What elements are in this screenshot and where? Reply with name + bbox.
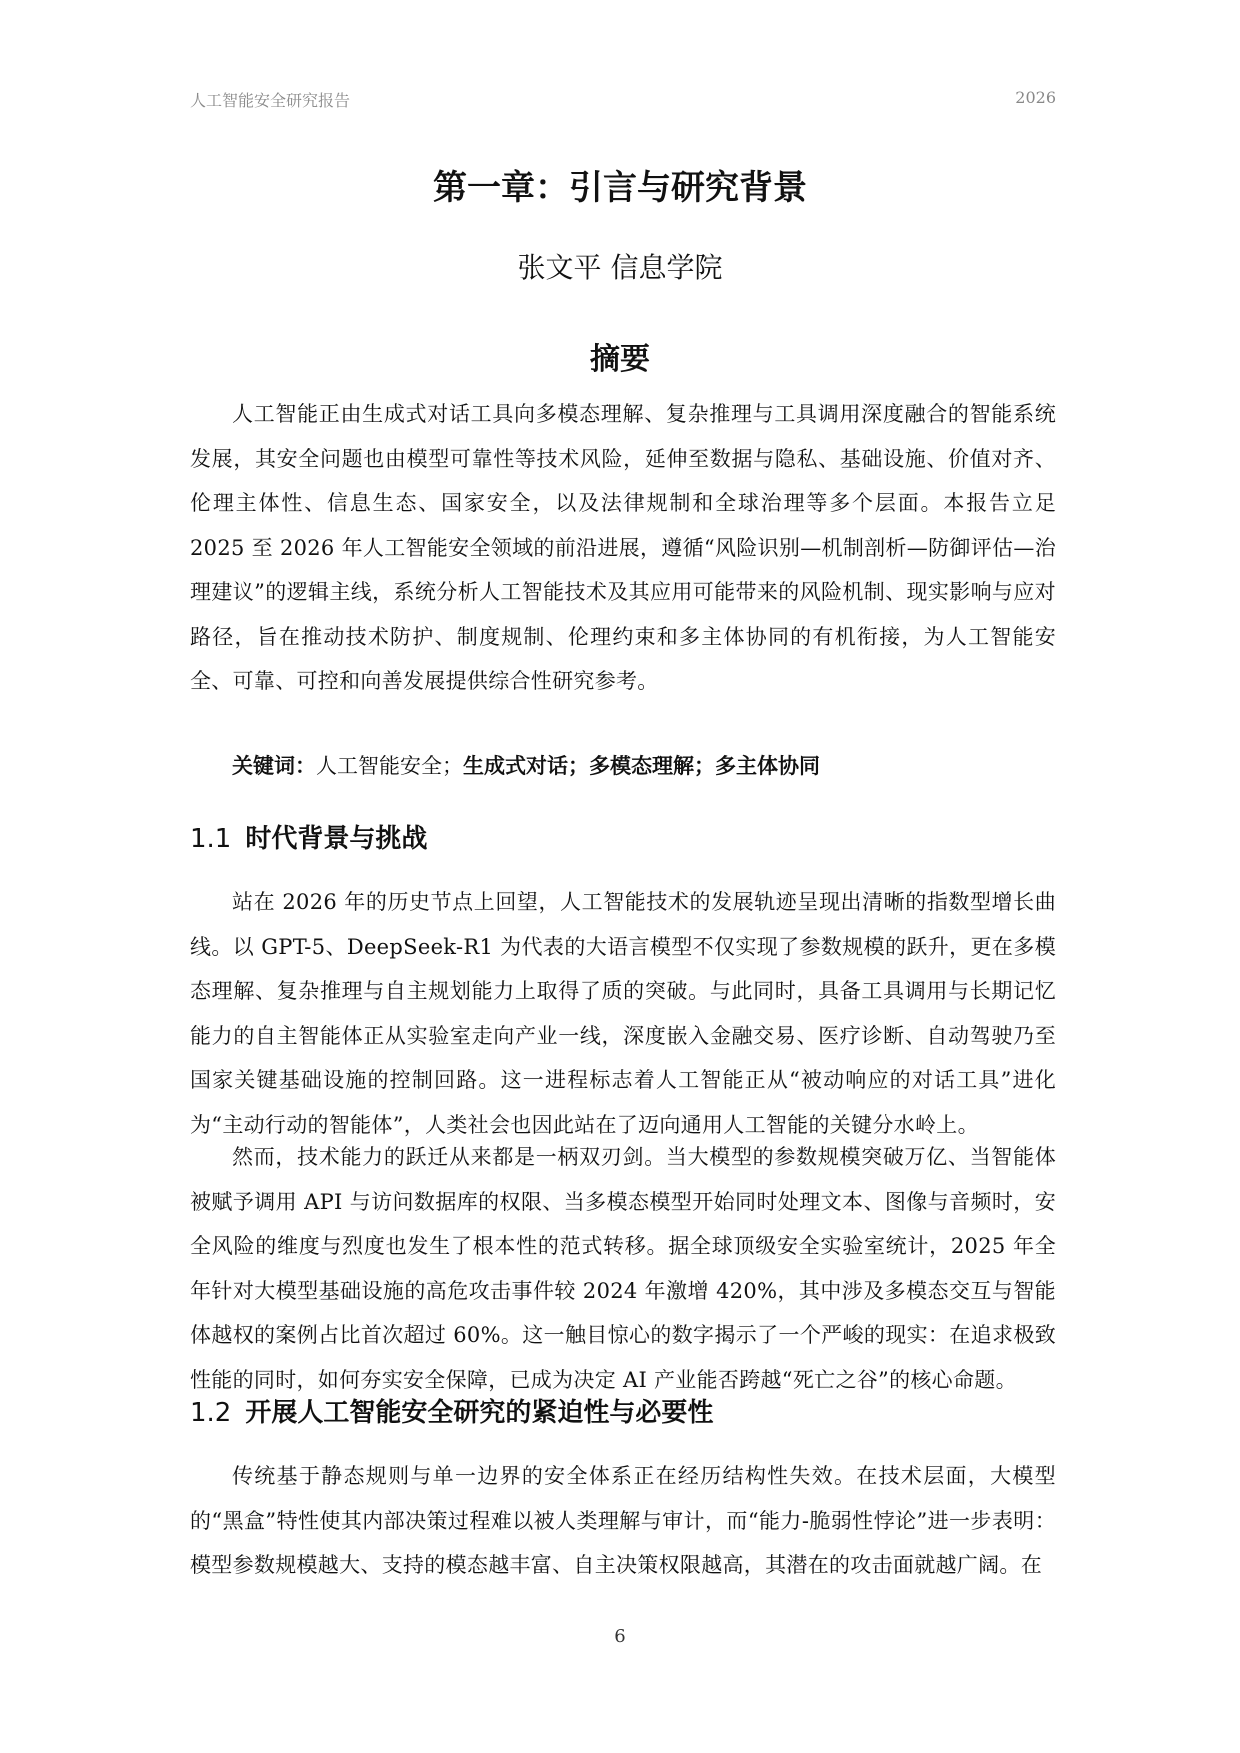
section-1-2-paragraph-1: 传统基于静态规则与单一边界的安全体系正在经历结构性失效。在技术层面，大模型的“黑盒”特性使其内部决策过程难以被人类理解与审计，而“能力-脆弱性悖论”进一步表明：模型参数规模越大、支持的模态越丰富、自主决策权限越高，其潜在的攻击面就越广阔。在 [190,1464,1056,1577]
section-1-1-paragraph-2: 然而，技术能力的跃迁从来都是一柄双刃剑。当大模型的参数规模突破万亿、当智能体被赋予调用 API 与访问数据库的权限、当多模态模型开始同时处理文本、图像与音频时，安全风险的维度与烈度也发生了根本性的范式转移。据全球顶级安全实验室统计，2025 年全年针对大模型基础设施的高危攻击事件较 2024 年激增 420%，其中涉及多模态交互与智能体越权的案例占比首次超过 60%。这一触目惊心的数字揭示了一个严峻的现实：在追求极致性能的同时，如何夯实安全保障，已成为决定 AI 产业能否跨越“死亡之谷”的核心命题。 [190,1145,1056,1392]
running-head-title: 人工智能安全研究报告 [190,91,351,110]
keywords-bold: 生成式对话；多模态理解；多主体协同 [463,753,820,778]
chapter-title: 第一章：引言与研究背景 [433,168,807,208]
section-1-1-paragraph-1: 站在 2026 年的历史节点上回望，人工智能技术的发展轨迹呈现出清晰的指数型增长曲线。以 GPT-5、DeepSeek-R1 为代表的大语言模型不仅实现了参数规模的跃升，更在多模态理解、复杂推理与自主规划能力上取得了质的突破。与此同时，具备工具调用与长期记忆能力的自主智能体正从实验室走向产业一线，深度嵌入金融交易、医疗诊断、自动驾驶乃至国家关键基础设施的控制回路。这一进程标志着人工智能正从“被动响应的对话工具”进化为“主动行动的智能体”，人类社会也因此站在了迈向通用人工智能的关键分水岭上。 [190,890,1056,1137]
keywords-plain: 人工智能安全； [316,754,463,778]
section-heading-1-1 [190,818,427,855]
section-title: 开展人工智能安全研究的紧迫性与必要性 [245,1398,714,1428]
abstract-paragraph: 人工智能正由生成式对话工具向多模态理解、复杂推理与工具调用深度融合的智能系统发展，其安全问题也由模型可靠性等技术风险，延伸至数据与隐私、基础设施、价值对齐、伦理主体性、信息生态、国家安全，以及法律规制和全球治理等多个层面。本报告立足 2025 至 2026 年人工智能安全领域的前沿进展，遵循“风险识别—机制剖析—防御评估—治理建议”的逻辑主线，系统分析人工智能技术及其应用可能带来的风险机制、现实影响与应对路径，旨在推动技术防护、制度规制、伦理约束和多主体协同的有机衔接，为人工智能安全、可靠、可控和向善发展提供综合性研究参考。 [190,402,1056,693]
keywords-line [232,750,820,780]
running-head [190,88,1056,111]
section-number: 1.1 [190,824,232,854]
page-number: 6 [614,1626,626,1647]
section-heading-1-2 [190,1392,713,1429]
author-line: 张文平 信息学院 [517,251,723,284]
keywords-label: 关键词： [232,753,316,778]
running-head-year: 2026 [1015,88,1056,107]
abstract-heading: 摘要 [590,342,650,377]
section-number: 1.2 [190,1398,232,1428]
section-title: 时代背景与挑战 [245,824,428,854]
